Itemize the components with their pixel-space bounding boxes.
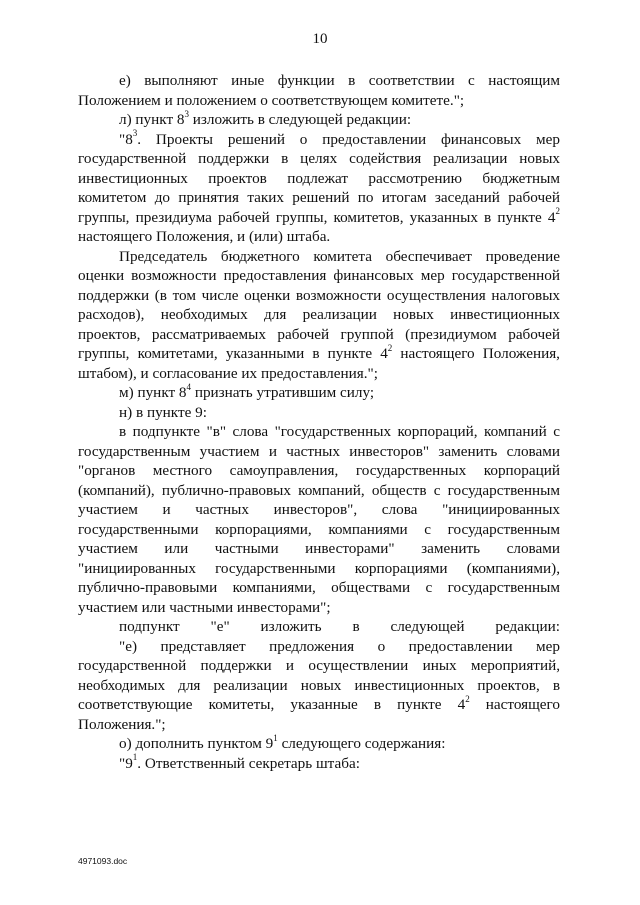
paragraph: м) пункт $8^4$ признать утратившим силу; xyxy=(119,381,375,401)
paragraph: "$9^1$. Ответственный секретарь штаба: xyxy=(119,752,360,772)
paragraph: о) дополнить пунктом $9^1$ следующего содержания: xyxy=(119,732,446,752)
paragraph: л) пункт $8^3$ изложить в следующей редакции: xyxy=(119,108,412,128)
paragraph: "е) представляет предложения о предоставлении мер государственной поддержки и осуществлении иных мероприятий, необходимых для реализации новых инвестиционных проектов, в соответствующие комитеты, указанные в пункте $4^2$ настоящего Положения."; xyxy=(78,637,560,733)
paragraph: "$8^3$. Проекты решений о предоставлении финансовых мер государственной поддержки в целях содействия реализации новых инвестиционных проектов подлежат рассмотрению бюджетным комитетом до принятия таких решений по итогам заседаний рабочей группы, президиума рабочей группы, комитетов, указанных в пункте $4^2$ настоящего Положения, и (или) штаба. xyxy=(78,128,560,245)
paragraph: н) в пункте 9: xyxy=(119,403,207,421)
paragraph: подпункт "е" изложить в следующей редакции: xyxy=(119,618,560,635)
file-name-footer: 4971093.doc xyxy=(78,856,128,866)
paragraph: е) выполняют иные функции в соответствии с настоящим Положением и положением о соответствующем комитете."; xyxy=(78,72,560,109)
paragraph: в подпункте "в" слова "государственных корпораций, компаний с государственным участием и частных инвесторов" заменить словами "органов местного самоуправления, государственных корпораций (компаний), публично-правовых компаний, обществ с государственным участием и частных инвесторов", слова "инициированных государственными корпорациями, компаниями с государственным участием или частными инвесторами" заменить словами "инициированных государственными корпорациями (компаниями), публично-правовыми компаниями, обществами с государственным участием или частными инвесторами"; xyxy=(78,423,560,616)
document-body xyxy=(78,71,560,773)
paragraph: Председатель бюджетного комитета обеспечивает проведение оценки возможности предоставления финансовых мер государственной поддержки (в том числе оценки возможности осуществления налоговых расходов), необходимых для реализации новых инвестиционных проектов, рассматриваемых рабочей группой (президиумом рабочей группы, комитетами, указанными в пункте $4^2$ настоящего Положения, штабом), и согласование их предоставления."; xyxy=(78,247,560,382)
page-number: 10 xyxy=(312,31,328,47)
